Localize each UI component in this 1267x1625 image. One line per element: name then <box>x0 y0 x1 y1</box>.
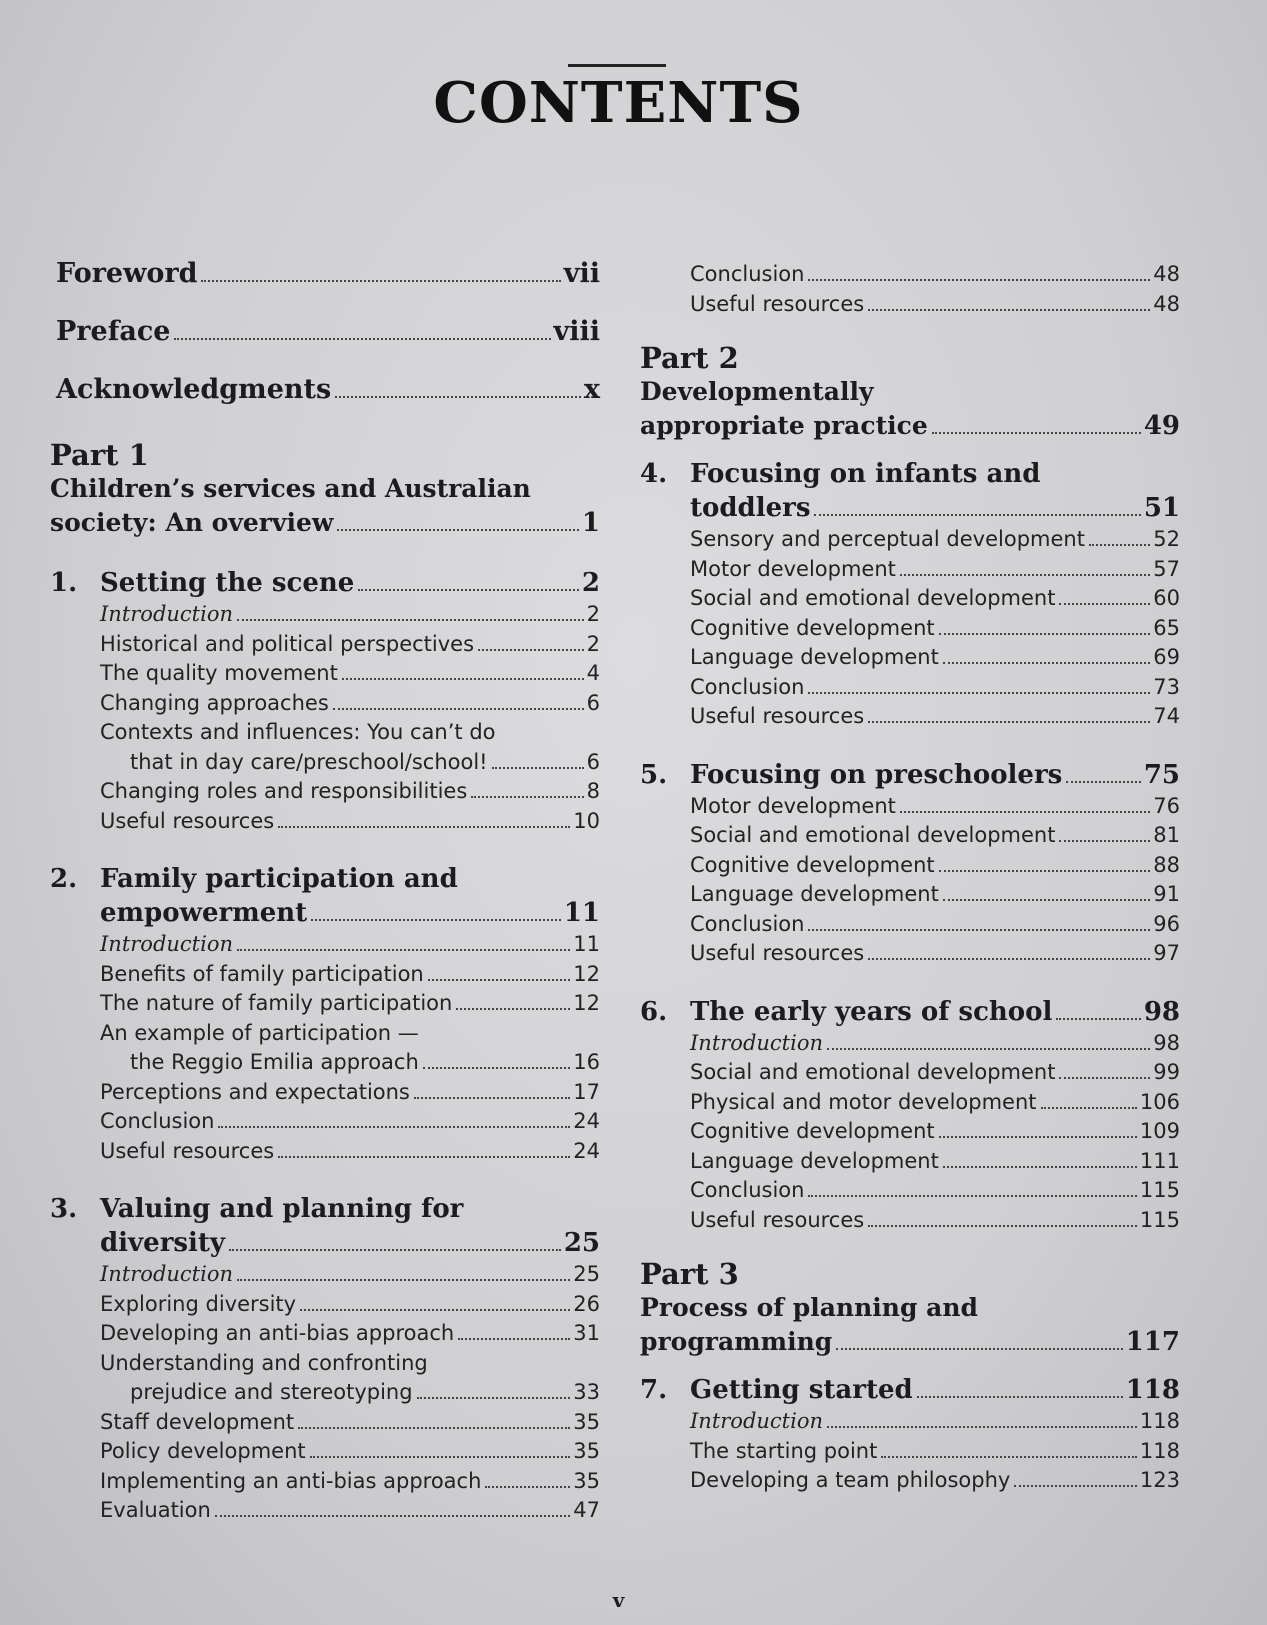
leader-dots <box>492 767 584 769</box>
section-entry[interactable] <box>50 932 600 962</box>
entry-label: society: An overview <box>50 508 334 537</box>
leader-dots <box>311 919 561 921</box>
section-label: that in day care/preschool/school! <box>130 749 488 774</box>
section-page: 76 <box>1153 793 1180 818</box>
section-entry[interactable] <box>50 1292 600 1322</box>
section-page: 8 <box>586 779 600 803</box>
leader-dots <box>358 589 579 591</box>
section-label: Social and emotional development <box>690 586 1056 610</box>
leader-dots <box>478 649 584 651</box>
section-label: prejudice and stereotyping <box>130 1380 413 1404</box>
section-label: Social and emotional development <box>690 1060 1056 1084</box>
section-label: Exploring diversity <box>100 1291 297 1316</box>
leader-dots <box>278 826 570 828</box>
leader-dots <box>836 1348 1122 1350</box>
section-page: 4 <box>586 661 600 685</box>
leader-dots <box>218 1126 570 1128</box>
section-label: Conclusion <box>690 262 805 286</box>
leader-dots <box>1056 1018 1140 1020</box>
section-label: Introduction <box>100 932 233 956</box>
entry-page: 98 <box>1143 996 1180 1027</box>
section-entry[interactable] <box>640 645 1180 675</box>
section-entry[interactable] <box>640 1468 1180 1498</box>
leader-dots <box>808 929 1150 931</box>
section-entry[interactable] <box>50 1439 600 1469</box>
section-entry[interactable] <box>50 1321 600 1351</box>
section-entry[interactable] <box>50 962 600 992</box>
section-page: 16 <box>573 1050 600 1074</box>
leader-dots <box>808 279 1150 281</box>
leader-dots <box>808 692 1150 694</box>
chapter-7[interactable] <box>640 1375 1180 1409</box>
section-label: Language development <box>690 1148 939 1173</box>
section-label: Language development <box>690 882 939 906</box>
part1-title-line1: Children’s services and Australian <box>50 474 531 503</box>
section-page: 99 <box>1153 1060 1180 1084</box>
leader-dots <box>423 1067 570 1069</box>
section-page: 31 <box>573 1321 600 1345</box>
chapter-4-line2[interactable] <box>640 493 1180 527</box>
section-label: Cognitive development <box>690 852 935 877</box>
leader-dots <box>414 1097 570 1099</box>
section-label: Benefits of family participation <box>100 961 424 986</box>
leader-dots <box>342 678 584 680</box>
section-entry[interactable] <box>50 1139 600 1169</box>
leader-dots <box>868 721 1150 723</box>
section-page: 10 <box>573 808 600 833</box>
chapter-title: Focusing on infants and <box>690 459 1041 489</box>
entry-page: 11 <box>563 898 600 928</box>
toc-acknowledgments[interactable] <box>56 374 600 432</box>
leader-dots <box>1089 544 1150 546</box>
entry-label: Acknowledgments <box>56 374 332 405</box>
leader-dots <box>808 1195 1136 1197</box>
leader-dots <box>917 1396 1123 1398</box>
entry-label: Foreword <box>56 258 198 289</box>
section-entry[interactable] <box>640 1060 1180 1090</box>
section-label: the Reggio Emilia approach <box>130 1050 419 1074</box>
section-page: 48 <box>1153 291 1180 316</box>
page-title: CONTENTS <box>433 70 804 136</box>
chapter-title: Family participation and <box>100 864 458 894</box>
leader-dots <box>881 1456 1137 1458</box>
leader-dots <box>827 1048 1150 1050</box>
leader-dots <box>868 1225 1137 1227</box>
section-page: 11 <box>573 932 600 956</box>
chapter-title: diversity <box>100 1228 226 1258</box>
section-page: 35 <box>573 1468 600 1493</box>
section-label: Conclusion <box>690 1178 805 1202</box>
section-page: 106 <box>1139 1089 1180 1114</box>
leader-dots <box>900 574 1150 576</box>
toc-foreword[interactable] <box>56 258 600 316</box>
section-page: 109 <box>1139 1119 1180 1143</box>
entry-page: 2 <box>581 568 600 598</box>
section-page: 24 <box>573 1138 600 1163</box>
section-label: Policy development <box>100 1439 306 1463</box>
entry-page: 1 <box>581 508 600 538</box>
leader-dots <box>215 1515 570 1517</box>
entry-page: x <box>583 374 600 405</box>
section-page: 118 <box>1139 1409 1180 1433</box>
entry-page: 49 <box>1143 411 1180 441</box>
chapter-title: Setting the scene <box>100 568 355 598</box>
section-label: Sensory and perceptual development <box>690 527 1085 551</box>
part1-heading: Part 1 <box>50 438 149 472</box>
section-label: Contexts and influences: You can’t do <box>100 720 496 744</box>
section-label: Language development <box>690 645 939 669</box>
section-page: 65 <box>1153 615 1180 640</box>
chapter-title: The early years of school <box>690 996 1053 1027</box>
section-entry[interactable] <box>640 586 1180 616</box>
section-label: Introduction <box>100 1262 233 1286</box>
title-rule <box>568 64 666 67</box>
section-page: 6 <box>586 690 600 715</box>
part2-heading: Part 2 <box>640 341 739 375</box>
section-label: Developing a team philosophy <box>690 1468 1011 1492</box>
chapter-number: 6. <box>640 996 668 1027</box>
part3-title-line1: Process of planning and <box>640 1293 979 1322</box>
section-entry[interactable] <box>640 262 1180 292</box>
section-entry[interactable] <box>50 809 600 839</box>
section-entry[interactable] <box>640 557 1180 587</box>
section-page: 115 <box>1139 1207 1180 1232</box>
section-entry[interactable] <box>640 1119 1180 1149</box>
part1-title-entry[interactable] <box>50 508 600 542</box>
section-page: 52 <box>1153 527 1180 551</box>
section-label: Conclusion <box>100 1109 215 1133</box>
entry-page: 75 <box>1143 759 1180 790</box>
part3-heading: Part 3 <box>640 1257 739 1291</box>
entry-page: 25 <box>563 1228 600 1258</box>
right-column <box>640 262 1180 1498</box>
section-page: 35 <box>573 1409 600 1434</box>
section-page: 12 <box>573 961 600 986</box>
section-page: 47 <box>573 1498 600 1522</box>
entry-page: 117 <box>1125 1327 1180 1357</box>
entry-page: 118 <box>1125 1375 1180 1405</box>
leader-dots <box>939 870 1151 872</box>
leader-dots <box>1014 1485 1137 1487</box>
section-page: 98 <box>1153 1030 1180 1055</box>
section-page: 73 <box>1153 674 1180 699</box>
entry-page: viii <box>553 316 600 347</box>
page-number: v <box>612 1588 625 1612</box>
section-label: Social and emotional development <box>690 823 1056 847</box>
section-page: 57 <box>1153 556 1180 581</box>
chapter-title: empowerment <box>100 898 308 928</box>
section-entry[interactable] <box>50 1410 600 1440</box>
section-page: 2 <box>586 602 600 626</box>
section-label: The quality movement <box>100 661 338 685</box>
chapter-number: 4. <box>640 459 668 489</box>
section-label: Cognitive development <box>690 615 935 640</box>
chapter-2-line2[interactable] <box>50 898 600 932</box>
leader-dots <box>237 619 584 621</box>
section-entry[interactable] <box>50 632 600 662</box>
leader-dots <box>298 1427 570 1429</box>
leader-dots <box>932 432 1141 434</box>
chapter-2[interactable] <box>50 864 600 898</box>
section-label: Evaluation <box>100 1498 211 1522</box>
section-page: 118 <box>1139 1438 1180 1463</box>
section-entry[interactable] <box>640 292 1180 322</box>
section-label: Useful resources <box>690 1207 865 1232</box>
leader-dots <box>174 338 550 340</box>
section-entry[interactable] <box>50 1380 600 1410</box>
leader-dots <box>1059 840 1150 842</box>
leader-dots <box>1059 603 1150 605</box>
section-page: 81 <box>1153 823 1180 847</box>
section-label: Introduction <box>690 1030 823 1055</box>
leader-dots <box>335 396 581 398</box>
section-page: 96 <box>1153 911 1180 936</box>
chapter-number: 3. <box>50 1194 78 1224</box>
section-label: The starting point <box>690 1438 878 1463</box>
leader-dots <box>943 899 1150 901</box>
section-page: 123 <box>1139 1468 1180 1492</box>
section-label: Perceptions and expectations <box>100 1079 410 1104</box>
entry-label: appropriate practice <box>640 411 928 440</box>
entry-label: Preface <box>56 316 171 347</box>
section-label: Cognitive development <box>690 1119 935 1143</box>
entry-page: 51 <box>1143 493 1180 523</box>
section-page: 17 <box>573 1079 600 1104</box>
section-entry[interactable] <box>50 661 600 691</box>
chapter-number: 1. <box>50 568 78 598</box>
leader-dots <box>868 958 1150 960</box>
section-page: 48 <box>1153 262 1180 286</box>
chapter-title: toddlers <box>690 493 811 523</box>
leader-dots <box>939 1136 1137 1138</box>
chapter-1[interactable] <box>50 568 600 602</box>
section-page: 35 <box>573 1439 600 1463</box>
leader-dots <box>456 1008 570 1010</box>
section-entry[interactable] <box>50 750 600 780</box>
section-entry[interactable] <box>50 991 600 1021</box>
leader-dots <box>337 529 579 531</box>
section-label: Developing an anti-bias approach <box>100 1321 455 1345</box>
leader-dots <box>300 1309 570 1311</box>
section-label: Changing roles and responsibilities <box>100 779 468 803</box>
part3-title-entry[interactable] <box>640 1327 1180 1361</box>
section-label: Conclusion <box>690 674 805 699</box>
chapter-number: 7. <box>640 1375 668 1405</box>
section-entry[interactable] <box>50 691 600 721</box>
section-entry[interactable] <box>640 1409 1180 1439</box>
section-entry[interactable] <box>50 1469 600 1499</box>
leader-dots <box>900 811 1150 813</box>
section-label: Useful resources <box>690 291 865 316</box>
section-entry[interactable] <box>50 1050 600 1080</box>
chapter-4[interactable] <box>640 459 1180 493</box>
section-entry[interactable] <box>640 912 1180 942</box>
leader-dots <box>485 1486 570 1488</box>
leader-dots <box>310 1456 571 1458</box>
leader-dots <box>1066 781 1141 783</box>
chapter-number: 5. <box>640 759 668 790</box>
section-entry[interactable] <box>50 779 600 809</box>
section-label: Useful resources <box>100 1138 275 1163</box>
toc-preface[interactable] <box>56 316 600 374</box>
section-entry[interactable] <box>50 1109 600 1139</box>
chapter-title: Focusing on preschoolers <box>690 759 1063 790</box>
leader-dots <box>458 1338 570 1340</box>
leader-dots <box>1059 1077 1150 1079</box>
leader-dots <box>471 796 583 798</box>
section-page: 115 <box>1139 1178 1180 1202</box>
leader-dots <box>943 662 1150 664</box>
section-label: Historical and political perspectives <box>100 631 475 656</box>
section-entry[interactable] <box>640 823 1180 853</box>
leader-dots <box>814 514 1140 516</box>
leader-dots <box>939 633 1151 635</box>
section-entry[interactable] <box>640 1208 1180 1238</box>
section-page: 111 <box>1139 1148 1180 1173</box>
section-page: 25 <box>573 1262 600 1286</box>
section-entry[interactable] <box>50 1021 600 1051</box>
leader-dots <box>417 1397 571 1399</box>
section-label: The nature of family participation <box>100 991 453 1015</box>
leader-dots <box>868 309 1150 311</box>
section-entry[interactable] <box>640 616 1180 646</box>
chapter-title: Valuing and planning for <box>100 1194 464 1224</box>
chapter-3-line2[interactable] <box>50 1228 600 1262</box>
section-label: Useful resources <box>690 941 865 965</box>
section-entry[interactable] <box>640 1178 1180 1208</box>
section-label: Motor development <box>690 793 896 818</box>
section-label: Motor development <box>690 556 896 581</box>
section-label: An example of participation — <box>100 1020 419 1045</box>
section-page: 60 <box>1153 586 1180 610</box>
section-entry[interactable] <box>640 1439 1180 1469</box>
section-entry[interactable] <box>50 1351 600 1381</box>
section-label: Introduction <box>690 1409 823 1433</box>
section-entry[interactable] <box>640 1149 1180 1179</box>
section-entry[interactable] <box>640 704 1180 734</box>
leader-dots <box>943 1166 1137 1168</box>
section-page: 26 <box>573 1291 600 1316</box>
leader-dots <box>1041 1107 1137 1109</box>
section-entry[interactable] <box>640 941 1180 971</box>
chapter-title: Getting started <box>690 1375 913 1405</box>
section-label: Physical and motor development <box>690 1089 1037 1114</box>
entry-page: vii <box>563 258 600 289</box>
section-label: Understanding and confronting <box>100 1350 428 1375</box>
section-page: 97 <box>1153 941 1180 965</box>
chapter-number: 2. <box>50 864 78 894</box>
left-column <box>50 258 600 1528</box>
section-entry[interactable] <box>50 1498 600 1528</box>
section-page: 91 <box>1153 882 1180 906</box>
section-entry[interactable] <box>50 1262 600 1292</box>
section-label: Useful resources <box>100 808 275 833</box>
part2-title-entry[interactable] <box>640 411 1180 445</box>
leader-dots <box>333 708 584 710</box>
section-entry[interactable] <box>50 1080 600 1110</box>
chapter-5[interactable] <box>640 760 1180 794</box>
section-page: 69 <box>1153 645 1180 669</box>
section-label: Changing approaches <box>100 690 329 715</box>
section-label: Conclusion <box>690 911 805 936</box>
leader-dots <box>237 949 570 951</box>
leader-dots <box>201 280 560 282</box>
section-entry[interactable] <box>50 602 600 632</box>
leader-dots <box>229 1249 561 1251</box>
section-entry[interactable] <box>640 794 1180 824</box>
section-label: Staff development <box>100 1409 295 1434</box>
section-entry[interactable] <box>640 853 1180 883</box>
entry-label: programming <box>640 1327 833 1356</box>
section-entry[interactable] <box>640 882 1180 912</box>
section-page: 88 <box>1153 852 1180 877</box>
section-page: 74 <box>1153 704 1180 728</box>
leader-dots <box>237 1279 570 1281</box>
section-page: 6 <box>586 749 600 774</box>
section-entry[interactable] <box>640 675 1180 705</box>
section-entry[interactable] <box>640 1090 1180 1120</box>
section-page: 2 <box>586 631 600 656</box>
section-entry[interactable] <box>640 527 1180 557</box>
section-entry[interactable] <box>640 1031 1180 1061</box>
section-page: 33 <box>573 1380 600 1404</box>
leader-dots <box>278 1156 570 1158</box>
chapter-3[interactable] <box>50 1194 600 1228</box>
section-label: Useful resources <box>690 704 865 728</box>
section-entry[interactable] <box>50 720 600 750</box>
section-page: 24 <box>573 1109 600 1133</box>
section-label: Introduction <box>100 602 233 626</box>
section-page: 12 <box>573 991 600 1015</box>
section-label: Implementing an anti-bias approach <box>100 1468 482 1493</box>
leader-dots <box>428 979 571 981</box>
chapter-6[interactable] <box>640 997 1180 1031</box>
part2-title-line1: Developmentally <box>640 377 874 406</box>
leader-dots <box>827 1426 1137 1428</box>
